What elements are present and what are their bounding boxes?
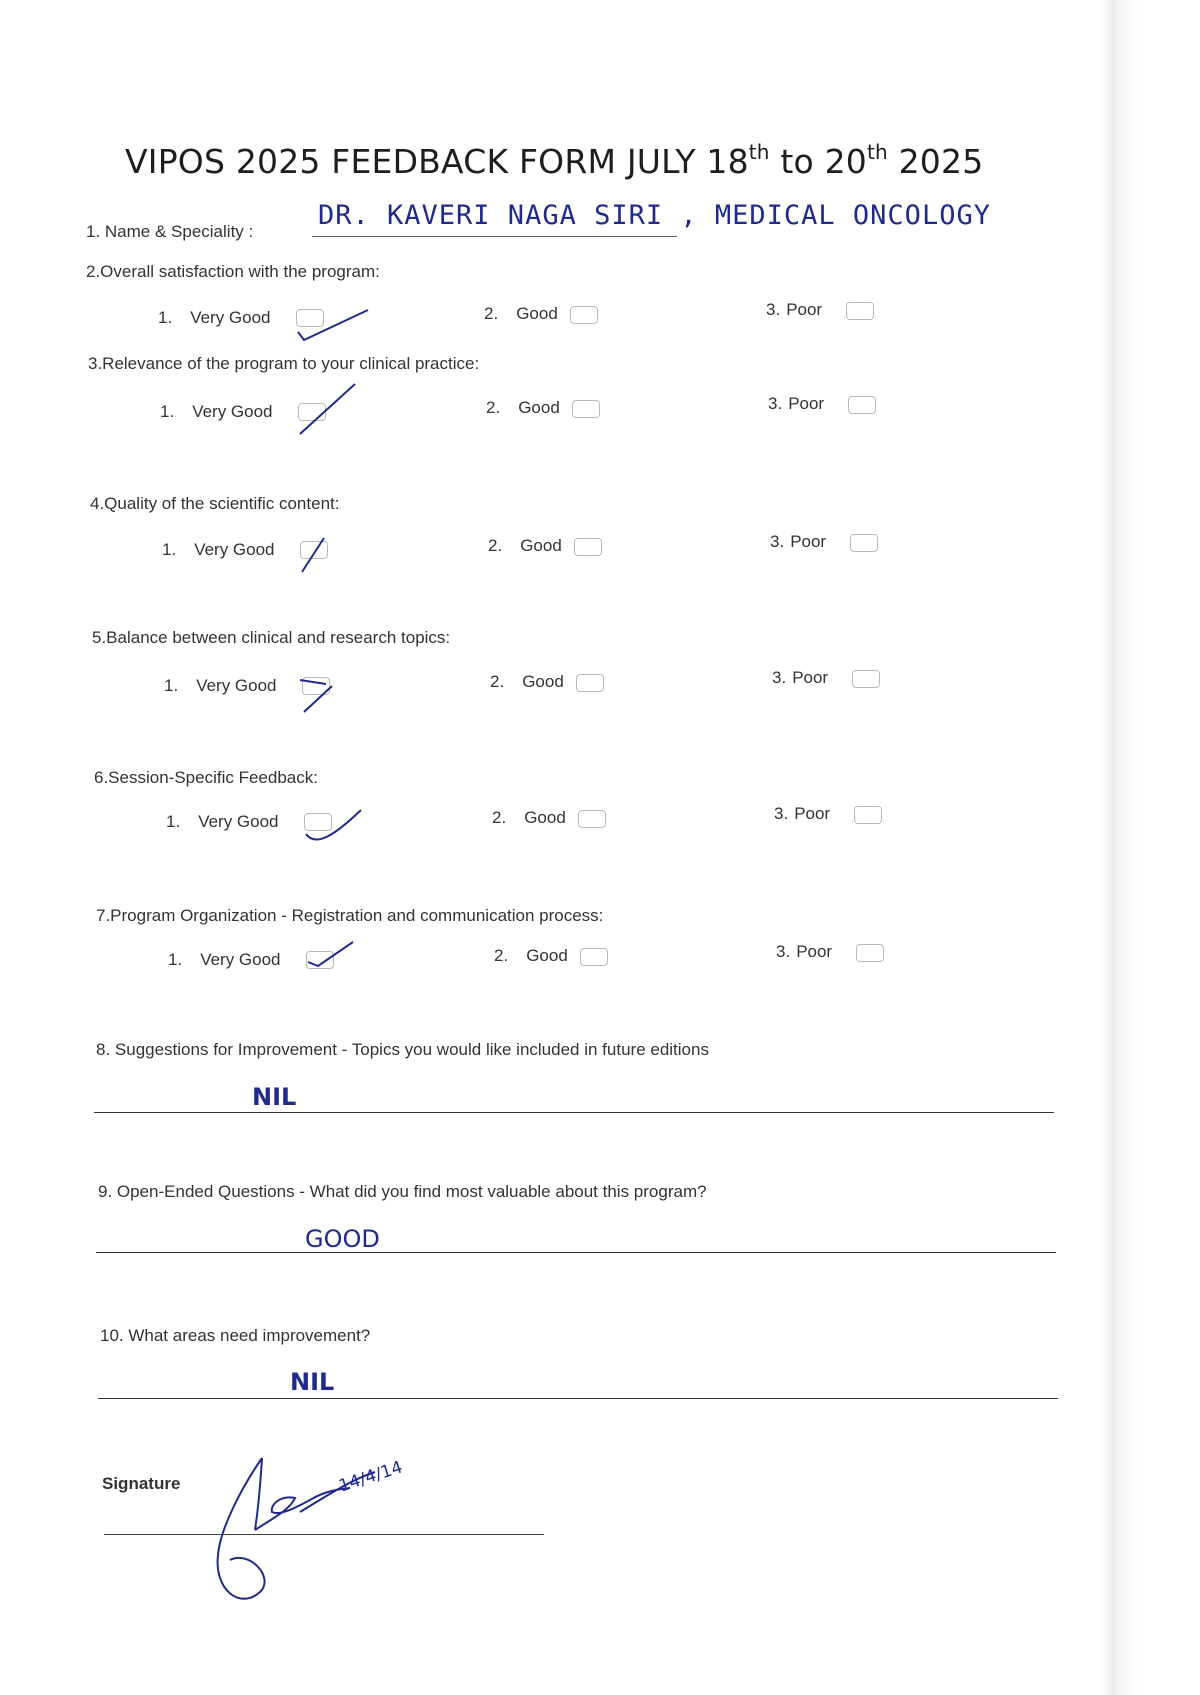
scan-shadow-edge — [1100, 0, 1200, 1695]
checkbox-poor[interactable] — [846, 302, 874, 320]
option-label: Very Good — [192, 402, 273, 421]
checkbox-good[interactable] — [578, 810, 606, 828]
option-very-good — [158, 308, 271, 328]
option-poor — [772, 668, 828, 688]
option-number: 1. — [160, 402, 175, 421]
option-label: Poor — [788, 394, 825, 413]
checkbox-poor[interactable] — [854, 806, 882, 824]
question-label: 2.Overall satisfaction with the program: — [86, 262, 380, 281]
option-good — [490, 672, 564, 692]
checkbox-good[interactable] — [572, 400, 600, 418]
option-number: 1. — [158, 308, 173, 327]
name-speciality-value[interactable]: DR. KAVERI NAGA SIRI , MEDICAL ONCOLOGY — [318, 200, 991, 231]
signature-date: 14/4/14 — [336, 1457, 406, 1497]
form-title: VIPOS 2025 FEEDBACK FORM JULY 18th to 20th 2025 — [125, 140, 984, 181]
checkbox-poor[interactable] — [850, 534, 878, 552]
option-label: Poor — [790, 532, 827, 551]
checkbox-poor[interactable] — [852, 670, 880, 688]
option-label: Good — [524, 808, 566, 827]
option-number: 2. — [488, 536, 503, 555]
option-poor — [770, 532, 826, 552]
checkbox-good[interactable] — [570, 306, 598, 324]
option-very-good — [160, 402, 273, 422]
option-label: Very Good — [194, 540, 275, 559]
option-good — [488, 536, 562, 556]
check-mark-icon — [296, 394, 376, 444]
checkbox-poor[interactable] — [856, 944, 884, 962]
option-number: 2. — [490, 672, 505, 691]
option-good — [486, 398, 560, 418]
option-number: 2. — [486, 398, 501, 417]
check-mark-icon — [302, 804, 382, 854]
q10-label: 10. What areas need improvement? — [100, 1326, 371, 1345]
option-poor — [774, 804, 830, 824]
option-number: 1. — [168, 950, 183, 969]
option-label: Very Good — [196, 676, 277, 695]
signature-label: Signature — [102, 1474, 181, 1493]
option-label: Good — [522, 672, 564, 691]
option-number: 3. — [776, 942, 791, 961]
option-poor — [766, 300, 822, 320]
option-poor — [776, 942, 832, 962]
option-good — [492, 808, 566, 828]
question-label: 5.Balance between clinical and research topics: — [92, 628, 451, 647]
checkbox-good[interactable] — [574, 538, 602, 556]
option-number: 2. — [492, 808, 507, 827]
option-label: Poor — [794, 804, 831, 823]
option-poor — [768, 394, 824, 414]
option-number: 3. — [768, 394, 783, 413]
question-label: 4.Quality of the scientific content: — [90, 494, 340, 513]
checkbox-poor[interactable] — [848, 396, 876, 414]
option-label: Poor — [796, 942, 833, 961]
check-mark-icon — [300, 668, 380, 718]
option-label: Good — [520, 536, 562, 555]
question-label: 7.Program Organization - Registration and communication process: — [96, 906, 604, 925]
option-label: Poor — [786, 300, 823, 319]
question-label: 3.Relevance of the program to your clinical practice: — [88, 354, 480, 373]
option-number: 3. — [770, 532, 785, 551]
question-label: 6.Session-Specific Feedback: — [94, 768, 318, 787]
option-label: Very Good — [198, 812, 279, 831]
option-very-good — [164, 676, 277, 696]
q10-answer[interactable]: NIL — [290, 1368, 335, 1396]
q8-answer[interactable]: NIL — [252, 1083, 297, 1111]
option-label: Very Good — [190, 308, 271, 327]
option-label: Good — [516, 304, 558, 323]
option-number: 1. — [166, 812, 181, 831]
option-number: 1. — [162, 540, 177, 559]
option-label: Good — [526, 946, 568, 965]
option-very-good — [162, 540, 275, 560]
q10-answer-line — [98, 1398, 1058, 1399]
option-good — [494, 946, 568, 966]
option-very-good — [168, 950, 281, 970]
q9-answer-line — [96, 1252, 1056, 1253]
name-underline — [312, 236, 677, 237]
check-mark-icon — [294, 300, 374, 350]
option-label: Good — [518, 398, 560, 417]
name-speciality-label: 1. Name & Speciality : — [86, 222, 254, 241]
option-number: 2. — [484, 304, 499, 323]
q8-answer-line — [94, 1112, 1054, 1113]
option-number: 1. — [164, 676, 179, 695]
option-number: 3. — [774, 804, 789, 823]
check-mark-icon — [304, 942, 384, 992]
option-good — [484, 304, 558, 324]
option-number: 3. — [772, 668, 787, 687]
q9-label: 9. Open-Ended Questions - What did you find most valuable about this program? — [98, 1182, 707, 1201]
option-label: Very Good — [200, 950, 281, 969]
checkbox-good[interactable] — [580, 948, 608, 966]
option-label: Poor — [792, 668, 829, 687]
option-number: 3. — [766, 300, 781, 319]
checkbox-good[interactable] — [576, 674, 604, 692]
check-mark-icon — [298, 532, 378, 582]
option-very-good — [166, 812, 279, 832]
q8-label: 8. Suggestions for Improvement - Topics you would like included in future editions — [96, 1040, 709, 1059]
option-number: 2. — [494, 946, 509, 965]
q9-answer[interactable]: GOOD — [305, 1225, 380, 1253]
